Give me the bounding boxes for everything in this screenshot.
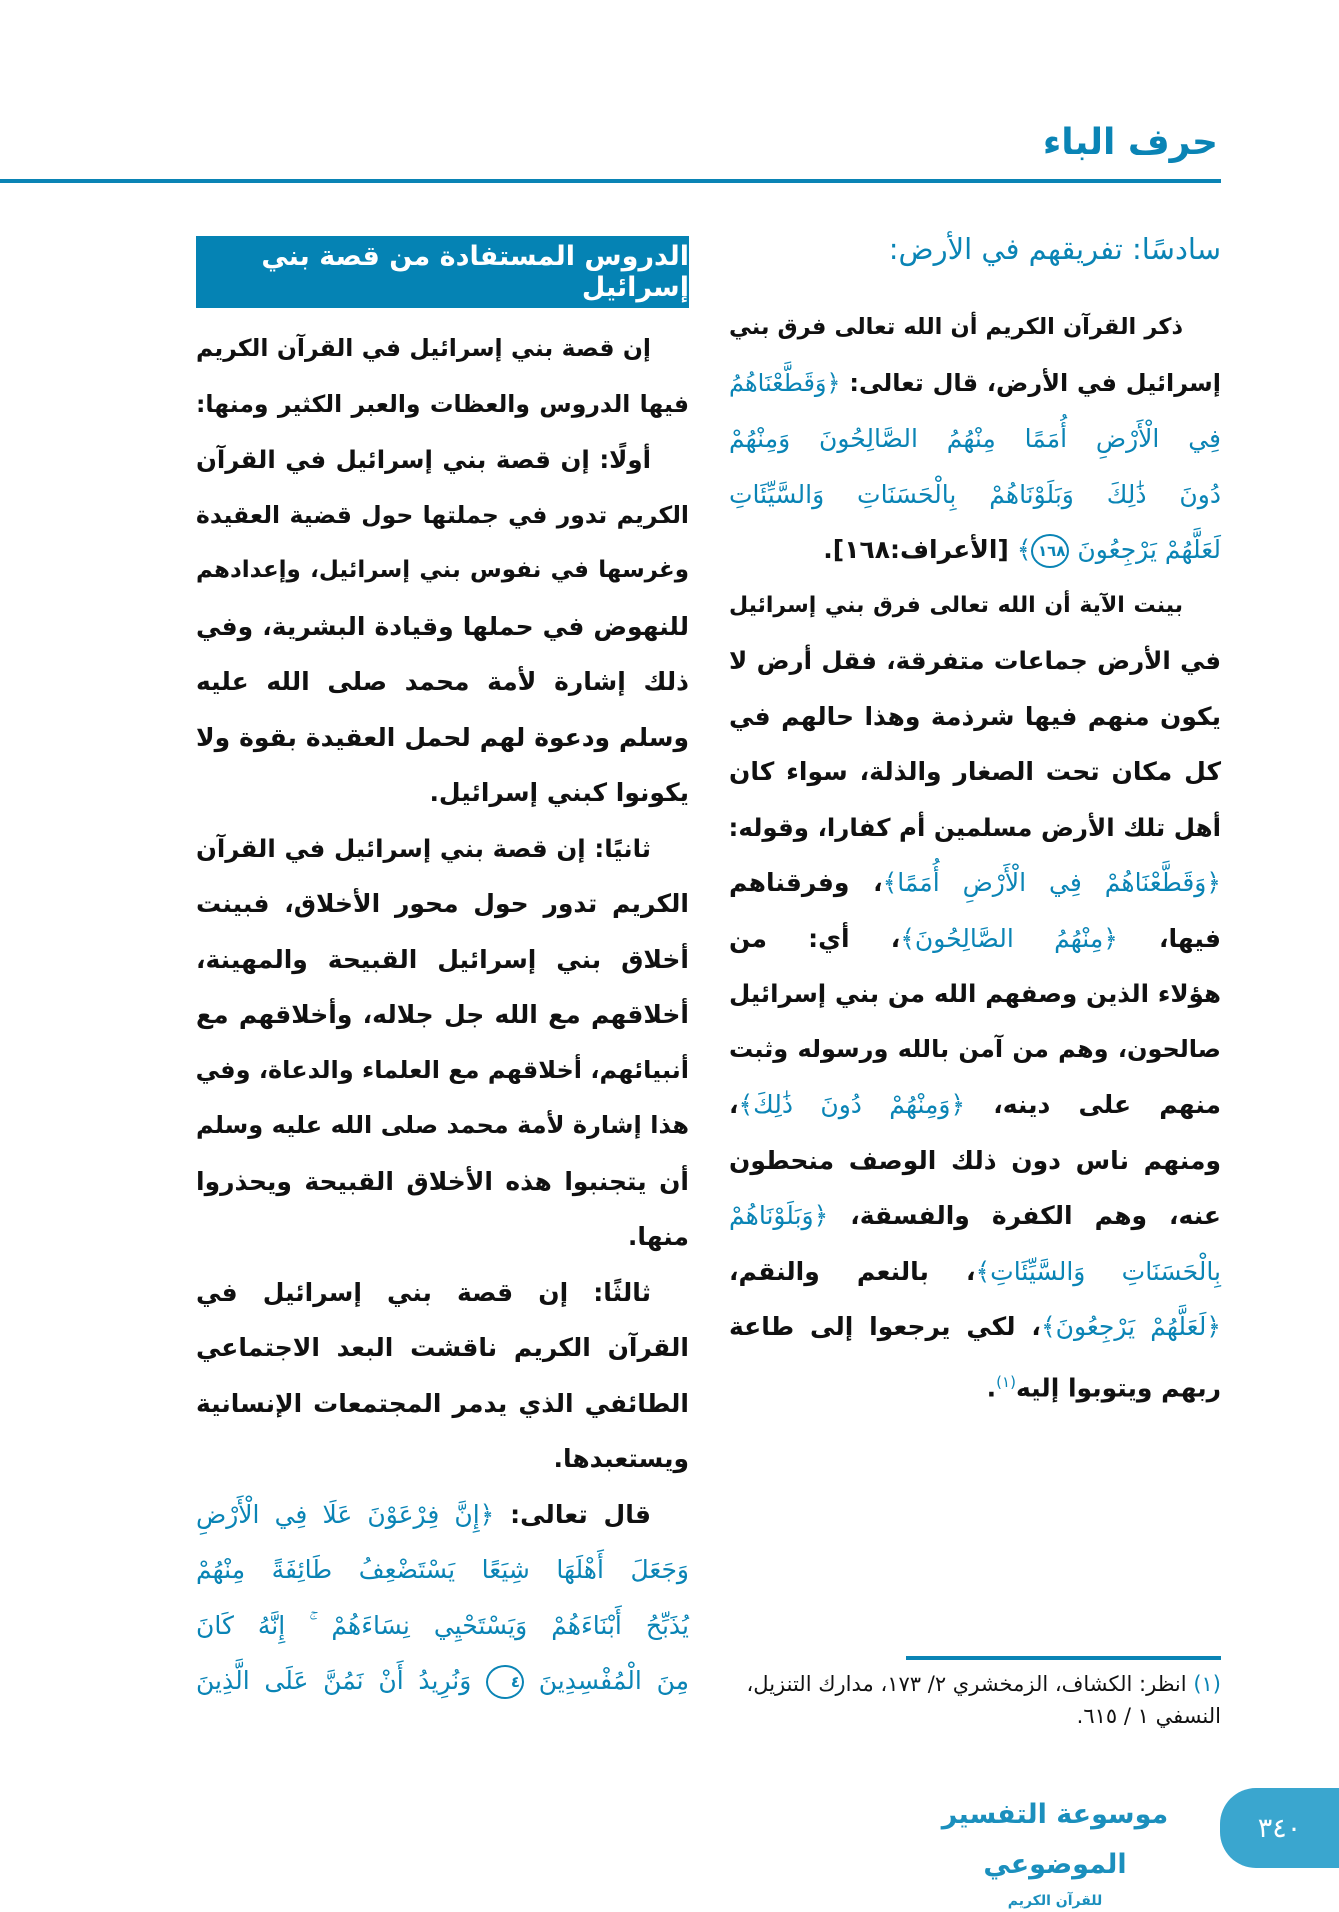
body-text: ، لكي يرجعوا إلى طاعة: [729, 1312, 1041, 1341]
text-line: [729, 800, 1221, 856]
body-text: أخلاقهم مع الله جل جلاله، وأخلاقهم مع: [196, 1000, 689, 1029]
quran-verse-text: ﴿مِنْهُمُ الصَّالِحُونَ﴾: [900, 923, 1118, 953]
body-text: [الأعراف:١٦٨].: [823, 535, 1009, 564]
body-text: وغرسها في نفوس بني إسرائيل، وإعدادهم: [196, 557, 689, 583]
text-line: [729, 1188, 1221, 1244]
body-text: ،: [729, 1090, 739, 1119]
body-text: صالحون، وهم من آمن بالله ورسوله وثبت: [729, 1034, 1221, 1063]
body-text: منها.: [627, 1222, 689, 1251]
text-line: [729, 744, 1221, 800]
footnote-text: انظر: الكشاف، الزمخشري ٢/ ١٧٣، مدارك التنزيل، النسفي ١ / ٦١٥.: [746, 1672, 1221, 1728]
body-text: الكريم تدور حول محور الأخلاق، فبينت: [196, 889, 689, 918]
body-text: القرآن الكريم ناقشت البعد الاجتماعي: [196, 1333, 689, 1362]
body-text: أن يتجنبوا هذه الأخلاق القبيحة ويحذروا: [196, 1166, 689, 1196]
text-line: [196, 1320, 689, 1376]
quran-verse-text: دُونَ ذَٰلِكَ وَبَلَوْنَاهُمْ بِالْحَسَنَاتِ وَالسَّيِّئَاتِ: [729, 479, 1221, 509]
text-line: [729, 1244, 1221, 1300]
section-heading: سادسًا: تفريقهم في الأرض:: [888, 232, 1221, 266]
text-line: [196, 1154, 689, 1210]
logo-title: موسوعة التفسير الموضوعي: [941, 1799, 1169, 1880]
quran-verse-text: لَعَلَّهُمْ يَرْجِعُونَ: [1069, 535, 1221, 564]
text-line: [196, 765, 689, 821]
body-text: وسلم ودعوة لهم لحمل العقيدة بقوة ولا: [196, 722, 689, 752]
logo-subtitle: للقرآن الكريم: [1007, 1893, 1103, 1909]
body-text: للنهوض في حملها وقيادة البشرية، وفي: [196, 611, 689, 641]
body-text: أهل تلك الأرض مسلمين أم كفارا، وقوله:: [728, 812, 1221, 842]
text-line: [196, 1265, 689, 1321]
text-line: [196, 876, 689, 932]
body-text: قال تعالى:: [494, 1499, 651, 1529]
body-text: يكونوا كبني إسرائيل.: [429, 778, 689, 807]
quran-verse-text: مِنَ الْمُفْسِدِينَ: [524, 1666, 689, 1695]
text-line: [729, 411, 1221, 467]
page-number: ٣٤٠: [1257, 1812, 1302, 1844]
section-title: الدروس المستفادة من قصة بني إسرائيل: [261, 241, 689, 303]
text-line: [729, 911, 1221, 967]
body-text: إن قصة بني إسرائيل في القرآن الكريم: [196, 334, 651, 362]
text-line: [196, 1431, 689, 1487]
text-line: [729, 467, 1221, 523]
text-line: [729, 633, 1221, 689]
text-line: [729, 855, 1221, 911]
text-line: [729, 1299, 1221, 1355]
body-text: ويستعبدها.: [553, 1444, 689, 1473]
text-line: [196, 321, 689, 377]
right-column: [729, 300, 1221, 1410]
quran-verse-text: ﴾: [1008, 535, 1032, 564]
encyclopedia-logo: [935, 1790, 1175, 1909]
text-line: [196, 599, 689, 655]
body-text: ربهم ويتوبوا إليه: [1015, 1372, 1221, 1402]
text-line: [729, 1355, 1221, 1411]
text-line: [196, 1043, 689, 1099]
body-text: أخلاق بني إسرائيل القبيحة والمهينة،: [196, 944, 689, 974]
body-text: .: [986, 1372, 997, 1402]
body-text: أولًا: إن قصة بني إسرائيل في القرآن: [196, 445, 651, 474]
body-text: هؤلاء الذين وصفهم الله من بني إسرائيل: [729, 979, 1221, 1008]
text-line: [729, 966, 1221, 1022]
body-text: هذا إشارة لأمة محمد صلى الله عليه وسلم: [196, 1111, 689, 1139]
text-line: [196, 932, 689, 988]
quran-verse-text: بِالْحَسَنَاتِ وَالسَّيِّئَاتِ﴾: [975, 1256, 1221, 1286]
body-text: فيها،: [1117, 923, 1222, 953]
body-text: ثالثًا: إن قصة بني إسرائيل في: [196, 1277, 651, 1307]
body-text: ، بالنعم والنقم،: [729, 1256, 976, 1286]
body-text: كل مكان تحت الصغار والذلة، سواء كان: [729, 757, 1221, 786]
text-line: [729, 1077, 1221, 1133]
body-text: ثانيًا: إن قصة بني إسرائيل في القرآن: [196, 833, 651, 863]
verse-number-marker: ١٦٨: [1031, 534, 1069, 568]
header-divider: [0, 179, 1221, 183]
text-line: [729, 522, 1221, 578]
text-line: [196, 1598, 689, 1654]
quran-verse-text: ﴿وَقَطَّعْنَاهُمُ: [729, 368, 841, 397]
quran-verse-text: ﴿وَمِنْهُمْ دُونَ ذَٰلِكَ﴾: [738, 1090, 966, 1119]
body-text: الكريم تدور في جملتها حول قضية العقيدة: [196, 500, 689, 529]
quran-verse-text: فِي الْأَرْضِ أُمَمًا مِنْهُمُ الصَّالِحُونَ وَمِنْهُمْ: [729, 424, 1221, 453]
text-line: [196, 488, 689, 544]
text-line: [196, 432, 689, 488]
text-line: [729, 300, 1221, 356]
text-line: [196, 1376, 689, 1432]
body-text: في الأرض جماعات متفرقة، فقل أرض لا: [729, 646, 1221, 675]
left-column: [196, 321, 689, 1709]
text-line: [196, 1542, 689, 1598]
quran-verse-text: وَجَعَلَ أَهْلَهَا شِيَعًا يَسْتَضْعِفُ طَائِفَةً مِنْهُمْ: [196, 1555, 689, 1584]
text-line: [196, 654, 689, 710]
text-line: [196, 377, 689, 433]
body-text: الطائفي الذي يدمر المجتمعات الإنسانية: [196, 1388, 689, 1418]
text-line: [729, 1022, 1221, 1078]
page-number-badge: [1220, 1788, 1339, 1868]
text-line: [196, 987, 689, 1043]
section-title-box: [196, 236, 689, 308]
body-text: فيها الدروس والعظات والعبر الكثير ومنها:: [196, 389, 689, 418]
footnote: [729, 1668, 1221, 1732]
text-line: [196, 1653, 689, 1709]
footnote-number: (١): [1193, 1672, 1221, 1696]
text-line: [729, 1133, 1221, 1189]
text-line: [196, 1487, 689, 1543]
footnote-divider: [906, 1656, 1221, 1660]
body-text: منهم على دينه،: [965, 1090, 1221, 1119]
body-text: يكون منهم فيها شرذمة وهذا حالهم في: [729, 701, 1221, 731]
quran-verse-text: ﴿وَقَطَّعْنَاهُمْ فِي الْأَرْضِ أُمَمًا﴾: [882, 868, 1221, 897]
body-text: ذلك إشارة لأمة محمد صلى الله عليه: [196, 667, 689, 696]
quran-verse-text: يُذَبِّحُ أَبْنَاءَهُمْ وَيَسْتَحْيِي نِسَاءَهُمْ ۚ إِنَّهُ كَانَ: [196, 1610, 689, 1640]
text-line: [196, 1098, 689, 1154]
body-text: إسرائيل في الأرض، قال تعالى:: [840, 368, 1221, 397]
footnote-reference: (١): [996, 1372, 1016, 1391]
text-line: [729, 689, 1221, 745]
verse-number-marker: ٤: [486, 1665, 524, 1699]
text-line: [196, 821, 689, 877]
body-text: بينت الآية أن الله تعالى فرق بني إسرائيل: [729, 592, 1183, 618]
body-text: عنه، وهم الكفرة والفسقة،: [828, 1201, 1221, 1230]
body-text: ومنهم ناس دون ذلك الوصف منحطون: [729, 1145, 1221, 1175]
quran-verse-text: ﴿إِنَّ فِرْعَوْنَ عَلَا فِي الْأَرْضِ: [196, 1499, 495, 1529]
quran-verse-text: وَنُرِيدُ أَنْ نَمُنَّ عَلَى الَّذِينَ: [196, 1666, 487, 1695]
text-line: [196, 543, 689, 599]
body-text: أنبيائهم، أخلاقهم مع العلماء والدعاة، وفي: [195, 1055, 689, 1084]
text-line: [196, 1209, 689, 1265]
body-text: ، أي: من: [729, 923, 901, 953]
quran-verse-text: ﴿لَعَلَّهُمْ يَرْجِعُونَ﴾: [1040, 1312, 1222, 1341]
quran-verse-text: ﴿وَبَلَوْنَاهُمْ: [729, 1201, 829, 1230]
body-text: ، وفرقناهم: [729, 868, 883, 897]
text-line: [729, 578, 1221, 634]
text-line: [729, 356, 1221, 412]
text-line: [196, 710, 689, 766]
chapter-title: حرف الباء: [1042, 122, 1218, 163]
body-text: ذكر القرآن الكريم أن الله تعالى فرق بني: [729, 314, 1183, 340]
